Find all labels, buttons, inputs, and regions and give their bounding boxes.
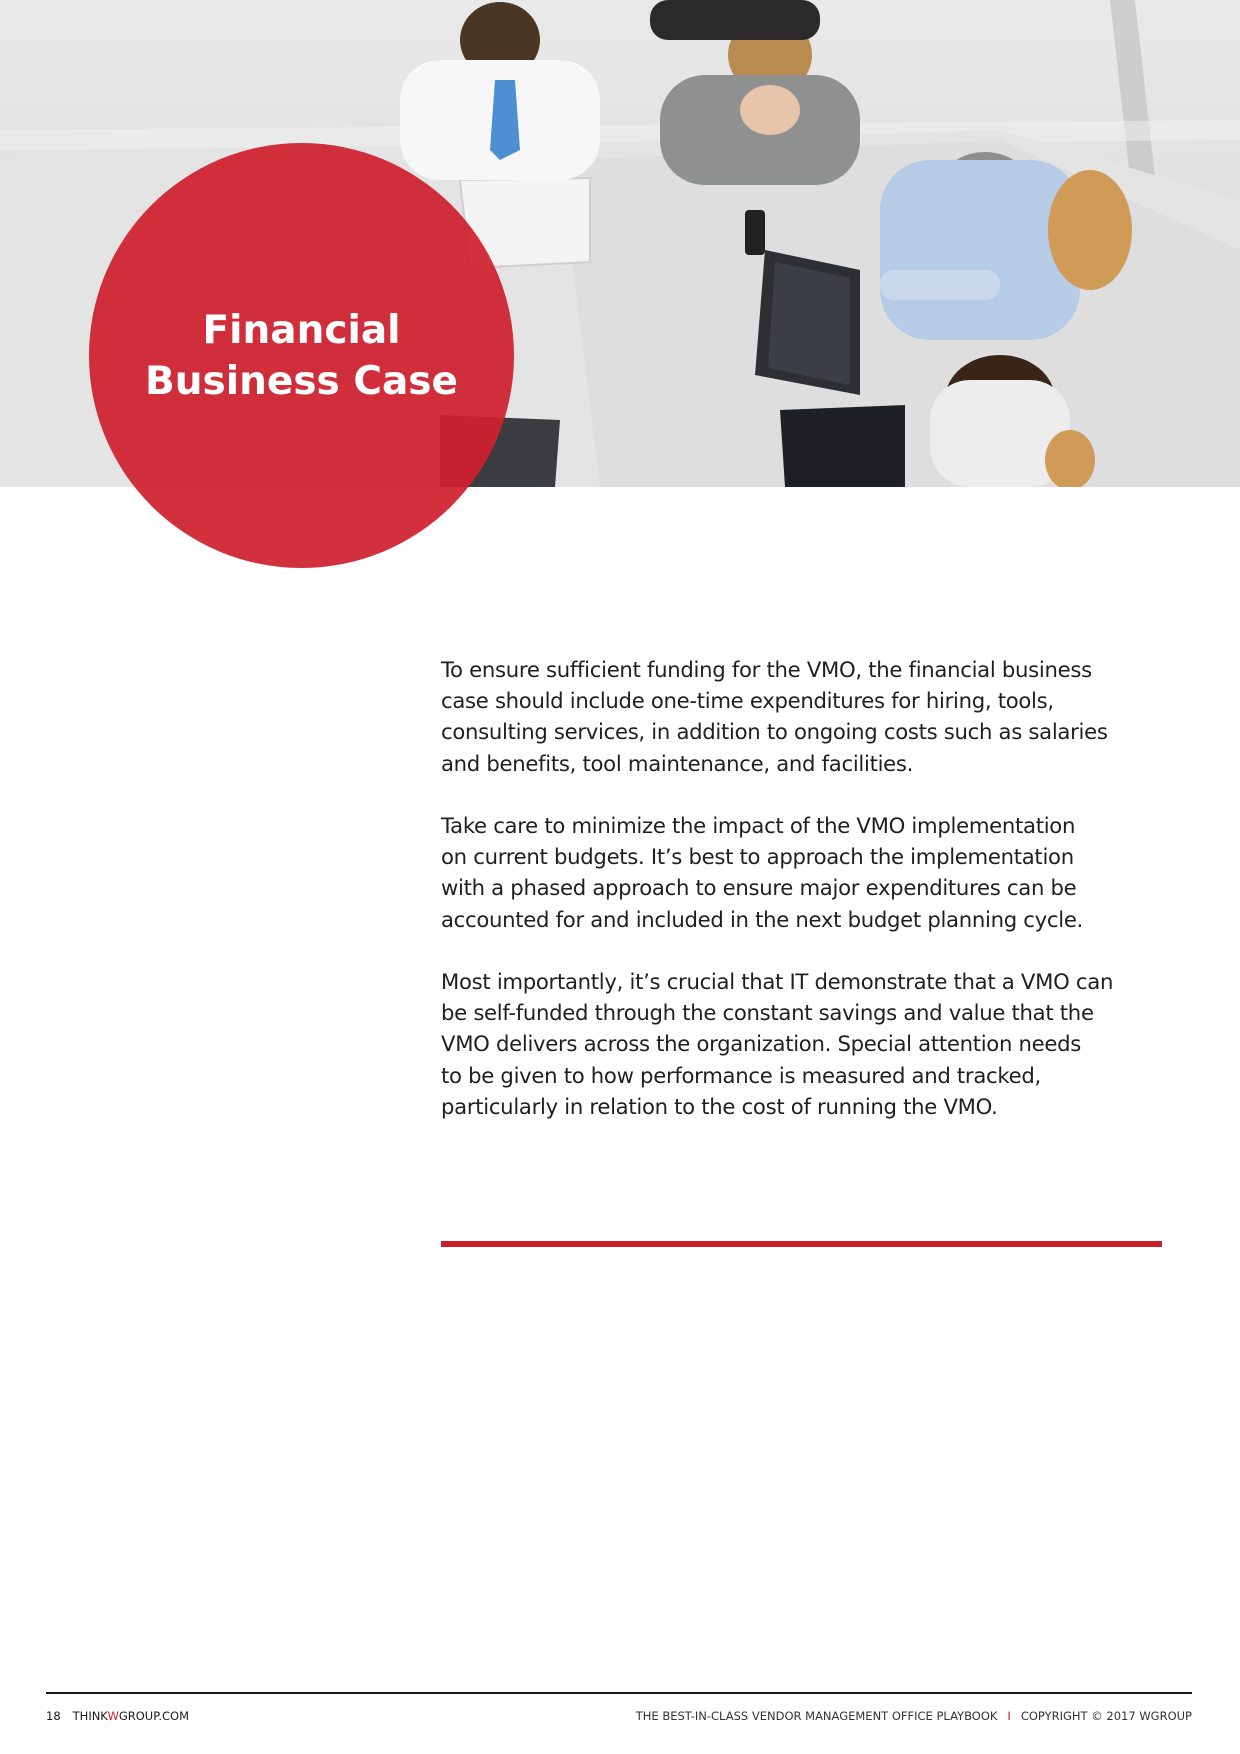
footer-right	[636, 1709, 1192, 1723]
paragraph-funding: To ensure sufficient funding for the VMO, the financial business case should include one-time expenditures for hiring, tools, consulting services, in addition to ongoing costs such as salaries and benefits, tool maintenance, and facilities.	[441, 657, 1108, 776]
footer-left	[46, 1709, 189, 1723]
copyright: COPYRIGHT © 2017 WGROUP	[1020, 1709, 1192, 1723]
footer-separator: I	[1007, 1709, 1011, 1723]
section-divider	[441, 1241, 1162, 1247]
publication-title: THE BEST-IN-CLASS VENDOR MANAGEMENT OFFICE PLAYBOOK	[635, 1709, 998, 1723]
section-title: Financial Business Case	[145, 307, 458, 404]
paragraph-self-funded: Most importantly, it’s crucial that IT demonstrate that a VMO can be self-funded through the constant savings and value that the VMO delivers across the organization. Special attention needs to be given to how performance is measured and tracked, particularly in relation to the cost of running the VMO.	[441, 969, 1114, 1119]
footer-divider	[46, 1692, 1192, 1694]
body-text	[441, 654, 1181, 1153]
page-number: 18	[46, 1709, 61, 1723]
site-link[interactable]: THINKWGROUP.COM	[72, 1709, 190, 1723]
site-accent: W	[107, 1709, 119, 1723]
section-title-circle	[89, 143, 514, 568]
paragraph-budget-impact: Take care to minimize the impact of the VMO implementation on current budgets. It’s best to approach the implementation with a phased approach to ensure major expenditures can be accounted for and included in the next budget planning cycle.	[441, 813, 1083, 932]
